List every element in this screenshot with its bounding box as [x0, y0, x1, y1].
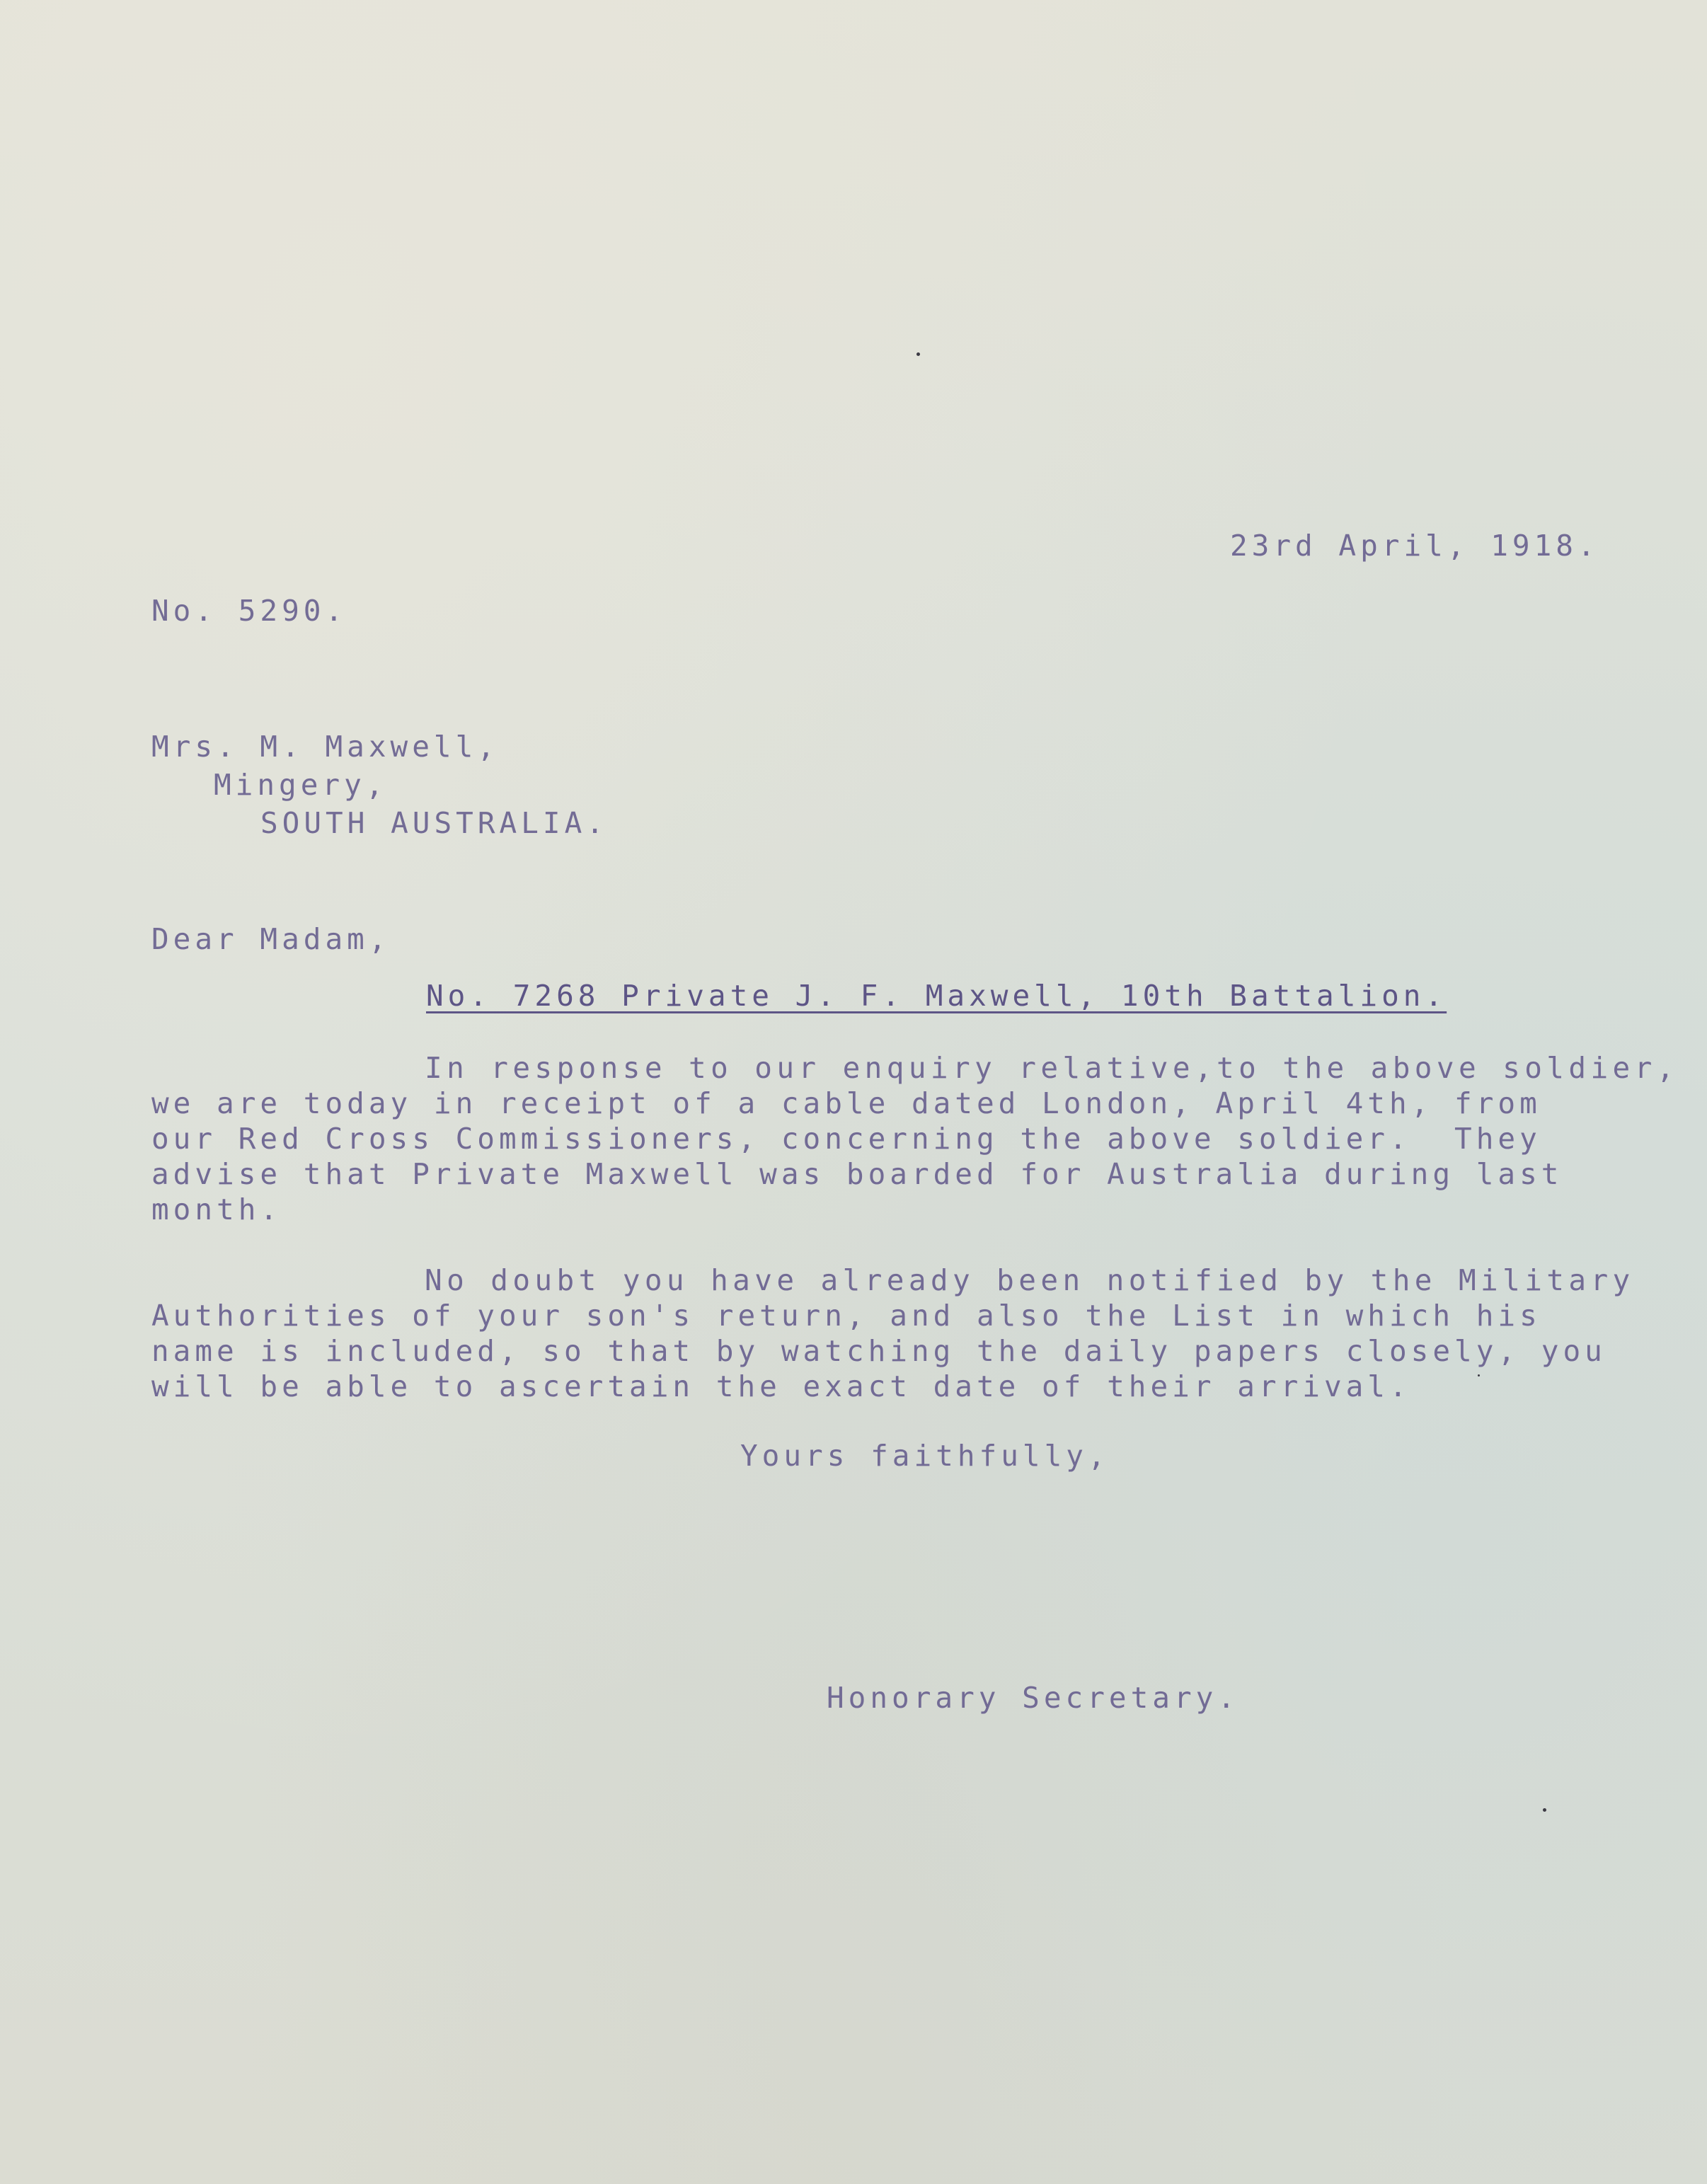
paragraph-2-line: Authorities of your son's return, and also the List in which his [151, 1299, 1541, 1333]
closing: Yours faithfully, [740, 1439, 1110, 1473]
reference-number: No. 5290. [151, 594, 347, 628]
paragraph-2-line: No doubt you have already been notified by the Military [425, 1263, 1635, 1297]
letter-date: 23rd April, 1918. [1230, 529, 1599, 563]
paper-speck [1543, 1808, 1546, 1812]
paper-speck [916, 352, 920, 356]
paragraph-1-line: advise that Private Maxwell was boarded for Australia during last [151, 1157, 1563, 1191]
paragraph-1-line: we are today in receipt of a cable dated London, April 4th, from [151, 1086, 1541, 1120]
recipient-state: SOUTH AUSTRALIA. [260, 806, 608, 840]
paragraph-1-line: month. [151, 1192, 282, 1226]
recipient-name: Mrs. M. Maxwell, [151, 730, 499, 764]
paragraph-2-line: name is included, so that by watching the daily papers closely, you [151, 1334, 1607, 1368]
signature-title: Honorary Secretary. [827, 1681, 1239, 1715]
salutation: Dear Madam, [151, 922, 391, 956]
paragraph-1-line: our Red Cross Commissioners, concerning the above soldier. They [151, 1122, 1541, 1156]
paragraph-2-line: will be able to ascertain the exact date of their arrival. [151, 1369, 1411, 1403]
recipient-town: Mingery, [214, 768, 388, 802]
paper-speck [1478, 1374, 1480, 1377]
paragraph-1-line: In response to our enquiry relative,to the above soldier, [425, 1051, 1679, 1085]
subject-line: No. 7268 Private J. F. Maxwell, 10th Battalion. [426, 979, 1447, 1013]
